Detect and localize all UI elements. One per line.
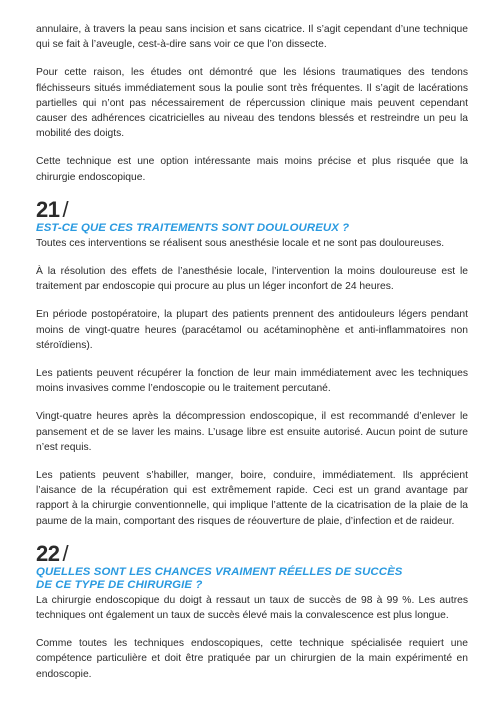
section-21-number-value: 21 bbox=[36, 196, 60, 222]
section-21-slash: / bbox=[62, 196, 69, 222]
intro-paragraph-1: annulaire, à travers la peau sans incision et sans cicatrice. Il s’agit cependant d’une technique qui se fait à l’aveugle, cest-à-dire sans voir ce que l’on dissecte. bbox=[36, 24, 468, 51]
section-22-number bbox=[36, 540, 468, 566]
section-21-paragraph-5: Vingt-quatre heures après la décompression endoscopique, il est recommandé d’enlever le pansement et de se laver les mains. L’usage libre est ensuite autorisé. Aucun point de suture n’est requis. bbox=[36, 411, 468, 453]
section-22-paragraph-2: Comme toutes les techniques endoscopiques, cette technique spécialisée requiert une compétence particulière et doit être pratiquée par un chirurgien de la main expérimenté en endoscopie. bbox=[36, 638, 468, 680]
section-21-number bbox=[36, 196, 468, 222]
intro-paragraph-2: Pour cette raison, les études ont démontré que les lésions traumatiques des tendons fléchisseurs situés immédiatement sous la poulie sont très fréquentes. Il s’agit de lacérations partielles qui n’ont pas nécessairement de répercussion clinique mais peuvent cependant causer des adhérences cicatricielles au niveau des tendons blessés et restreindre un peu la mobilité des doigts. bbox=[36, 67, 468, 140]
section-22-title-line-1: QUELLES SONT LES CHANCES VRAIMENT RÉELLES DE SUCCÈS bbox=[36, 565, 403, 578]
section-22 bbox=[36, 540, 468, 682]
section-22-title-line-2: DE CE TYPE DE CHIRURGIE ? bbox=[36, 578, 203, 591]
section-22-paragraph-1: La chirurgie endoscopique du doigt à ressaut un taux de succès de 98 à 99 %. Les autres techniques ont également un taux de succès élevé mais la convalescence est plus longue. bbox=[36, 594, 468, 622]
section-21-title: EST-CE QUE CES TRAITEMENTS SONT DOULOUREUX ? bbox=[36, 221, 350, 234]
section-21 bbox=[36, 196, 468, 529]
section-21-paragraph-6: Les patients peuvent s’habiller, manger, boire, conduire, immédiatement. Ils apprécient l’aisance de la récupération qui est extrêmement rapide. Ceci est un grand avantage par rapport à la chirurgie conventionnelle, qui implique l’attente de la cicatrisation de la plaie de la paume de la main, comportant des risques de réouverture de plaie, d’infection et de raideur. bbox=[36, 470, 468, 527]
document-page bbox=[36, 22, 468, 695]
section-22-slash: / bbox=[62, 540, 69, 566]
intro-paragraph-3: Cette technique est une option intéressante mais moins précise et plus risquée que la chirurgie endoscopique. bbox=[36, 156, 468, 183]
section-21-paragraph-3: En période postopératoire, la plupart des patients prennent des antidouleurs légers pendant moins de vingt-quatre heures (paracétamol ou acétaminophène et anti-inflammatoires non stéroïdiens). bbox=[36, 309, 468, 351]
section-21-paragraph-1: Toutes ces interventions se réalisent sous anesthésie locale et ne sont pas douloureuses. bbox=[36, 237, 445, 249]
section-21-paragraph-2: À la résolution des effets de l’anesthésie locale, l’intervention la moins douloureuse est le traitement par endoscopie qui procure au plus un léger inconfort de 24 heures. bbox=[36, 266, 468, 293]
section-22-title bbox=[36, 566, 468, 592]
section-21-paragraph-4: Les patients peuvent récupérer la fonction de leur main immédiatement avec les techniques moins invasives comme l’endoscopie ou le traitement percutané. bbox=[36, 368, 468, 395]
section-22-number-value: 22 bbox=[36, 540, 60, 566]
